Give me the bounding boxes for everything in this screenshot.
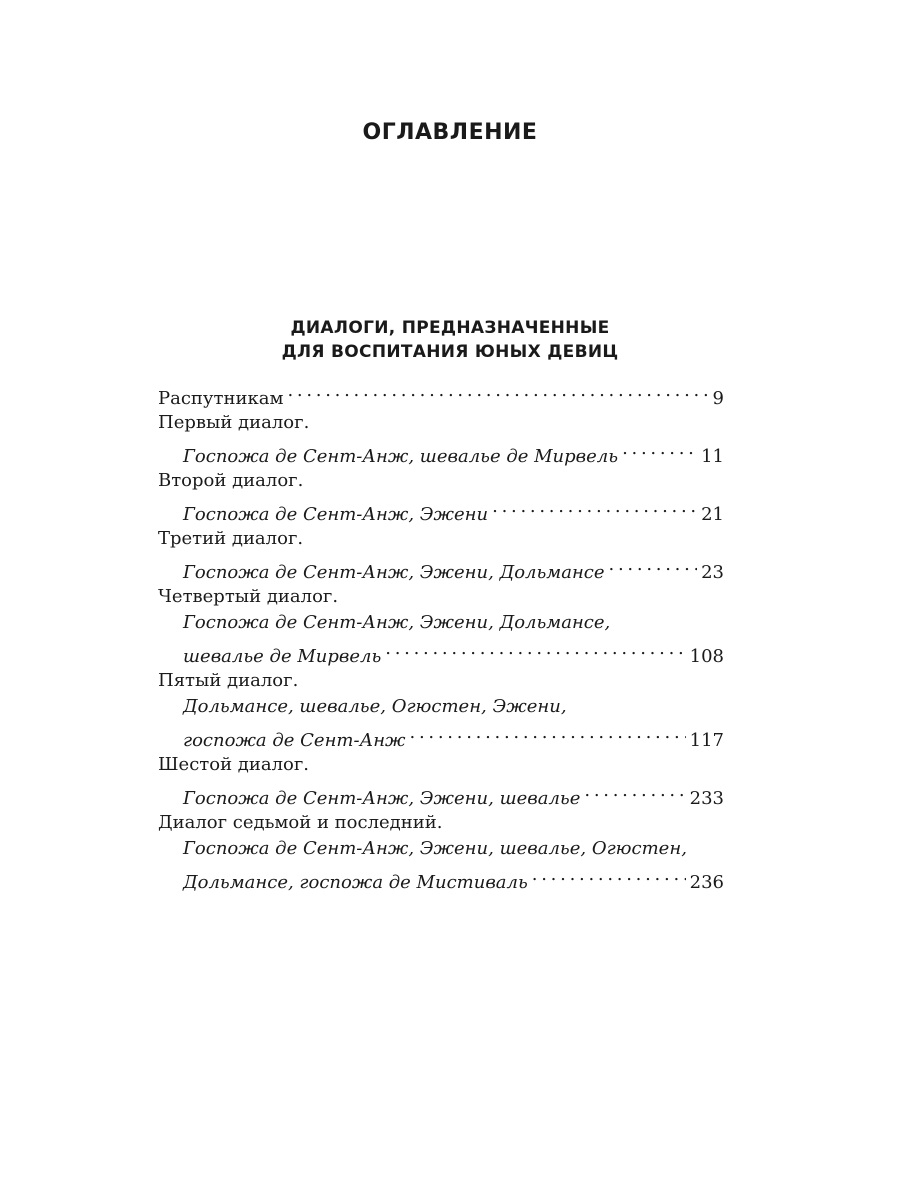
toc-page-number: 23 [701,562,724,583]
toc-entry-title: Диалог седьмой и последний. [158,812,443,833]
dot-leader [609,552,698,578]
toc-entry[interactable] [158,410,724,467]
dot-leader [492,494,697,520]
table-of-contents [158,378,724,894]
toc-entry[interactable] [158,468,724,525]
toc-page-number: 108 [689,646,724,667]
toc-page-number: 21 [701,504,724,525]
toc-entry[interactable] [158,668,724,751]
toc-entry[interactable] [158,584,724,667]
page-title: ОГЛАВЛЕНИЕ [362,120,538,145]
dot-leader [532,862,686,888]
toc-entry[interactable] [158,526,724,583]
toc-entry-subtitle: Госпожа де Сент-Анж, Эжени, Дольмансе [183,562,605,583]
dot-leader [622,436,697,462]
toc-page-number: 233 [689,788,724,809]
toc-entry-title: Первый диалог. [158,412,310,433]
toc-entry-subtitle: Госпожа де Сент-Анж, Эжени [183,504,489,525]
toc-entry-title: Второй диалог. [158,470,304,491]
toc-page-number: 236 [689,872,724,893]
toc-page-number: 117 [689,730,724,751]
toc-entry[interactable] [158,810,724,893]
dot-leader [584,778,685,804]
toc-entry-title: Четвертый диалог. [158,586,339,607]
toc-entry-subtitle: Госпожа де Сент-Анж, Эжени, шевалье [183,788,581,809]
toc-entry-subtitle: Госпожа де Сент-Анж, Эжени, Дольмансе, [183,612,611,633]
dot-leader [410,720,686,746]
section-heading-line-2: ДЛЯ ВОСПИТАНИЯ ЮНЫХ ДЕВИЦ [281,342,619,362]
toc-page-number: 11 [701,446,724,467]
dot-leader [287,378,708,404]
toc-entry-subtitle: Дольмансе, шевалье, Огюстен, Эжени, [183,696,567,717]
toc-entry[interactable] [158,752,724,809]
toc-entry-title: Третий диалог. [158,528,304,549]
toc-entry-title: Шестой диалог. [158,754,310,775]
toc-entry-subtitle: шевалье де Мирвель [183,646,382,667]
toc-page-number: 9 [712,388,724,409]
toc-entry-subtitle: Дольмансе, госпожа де Мистиваль [183,872,528,893]
toc-entry-subtitle: Госпожа де Сент-Анж, Эжени, шевалье, Огюстен, [183,838,687,859]
section-heading-line-1: ДИАЛОГИ, ПРЕДНАЗНАЧЕННЫЕ [290,318,610,338]
toc-entry[interactable] [158,378,724,409]
toc-entry-title: Распутникам [158,388,284,409]
toc-entry-subtitle: госпожа де Сент-Анж [183,730,406,751]
toc-entry-title: Пятый диалог. [158,670,299,691]
dot-leader [385,636,685,662]
toc-entry-subtitle: Госпожа де Сент-Анж, шевалье де Мирвель [183,446,619,467]
section-heading [0,316,900,364]
